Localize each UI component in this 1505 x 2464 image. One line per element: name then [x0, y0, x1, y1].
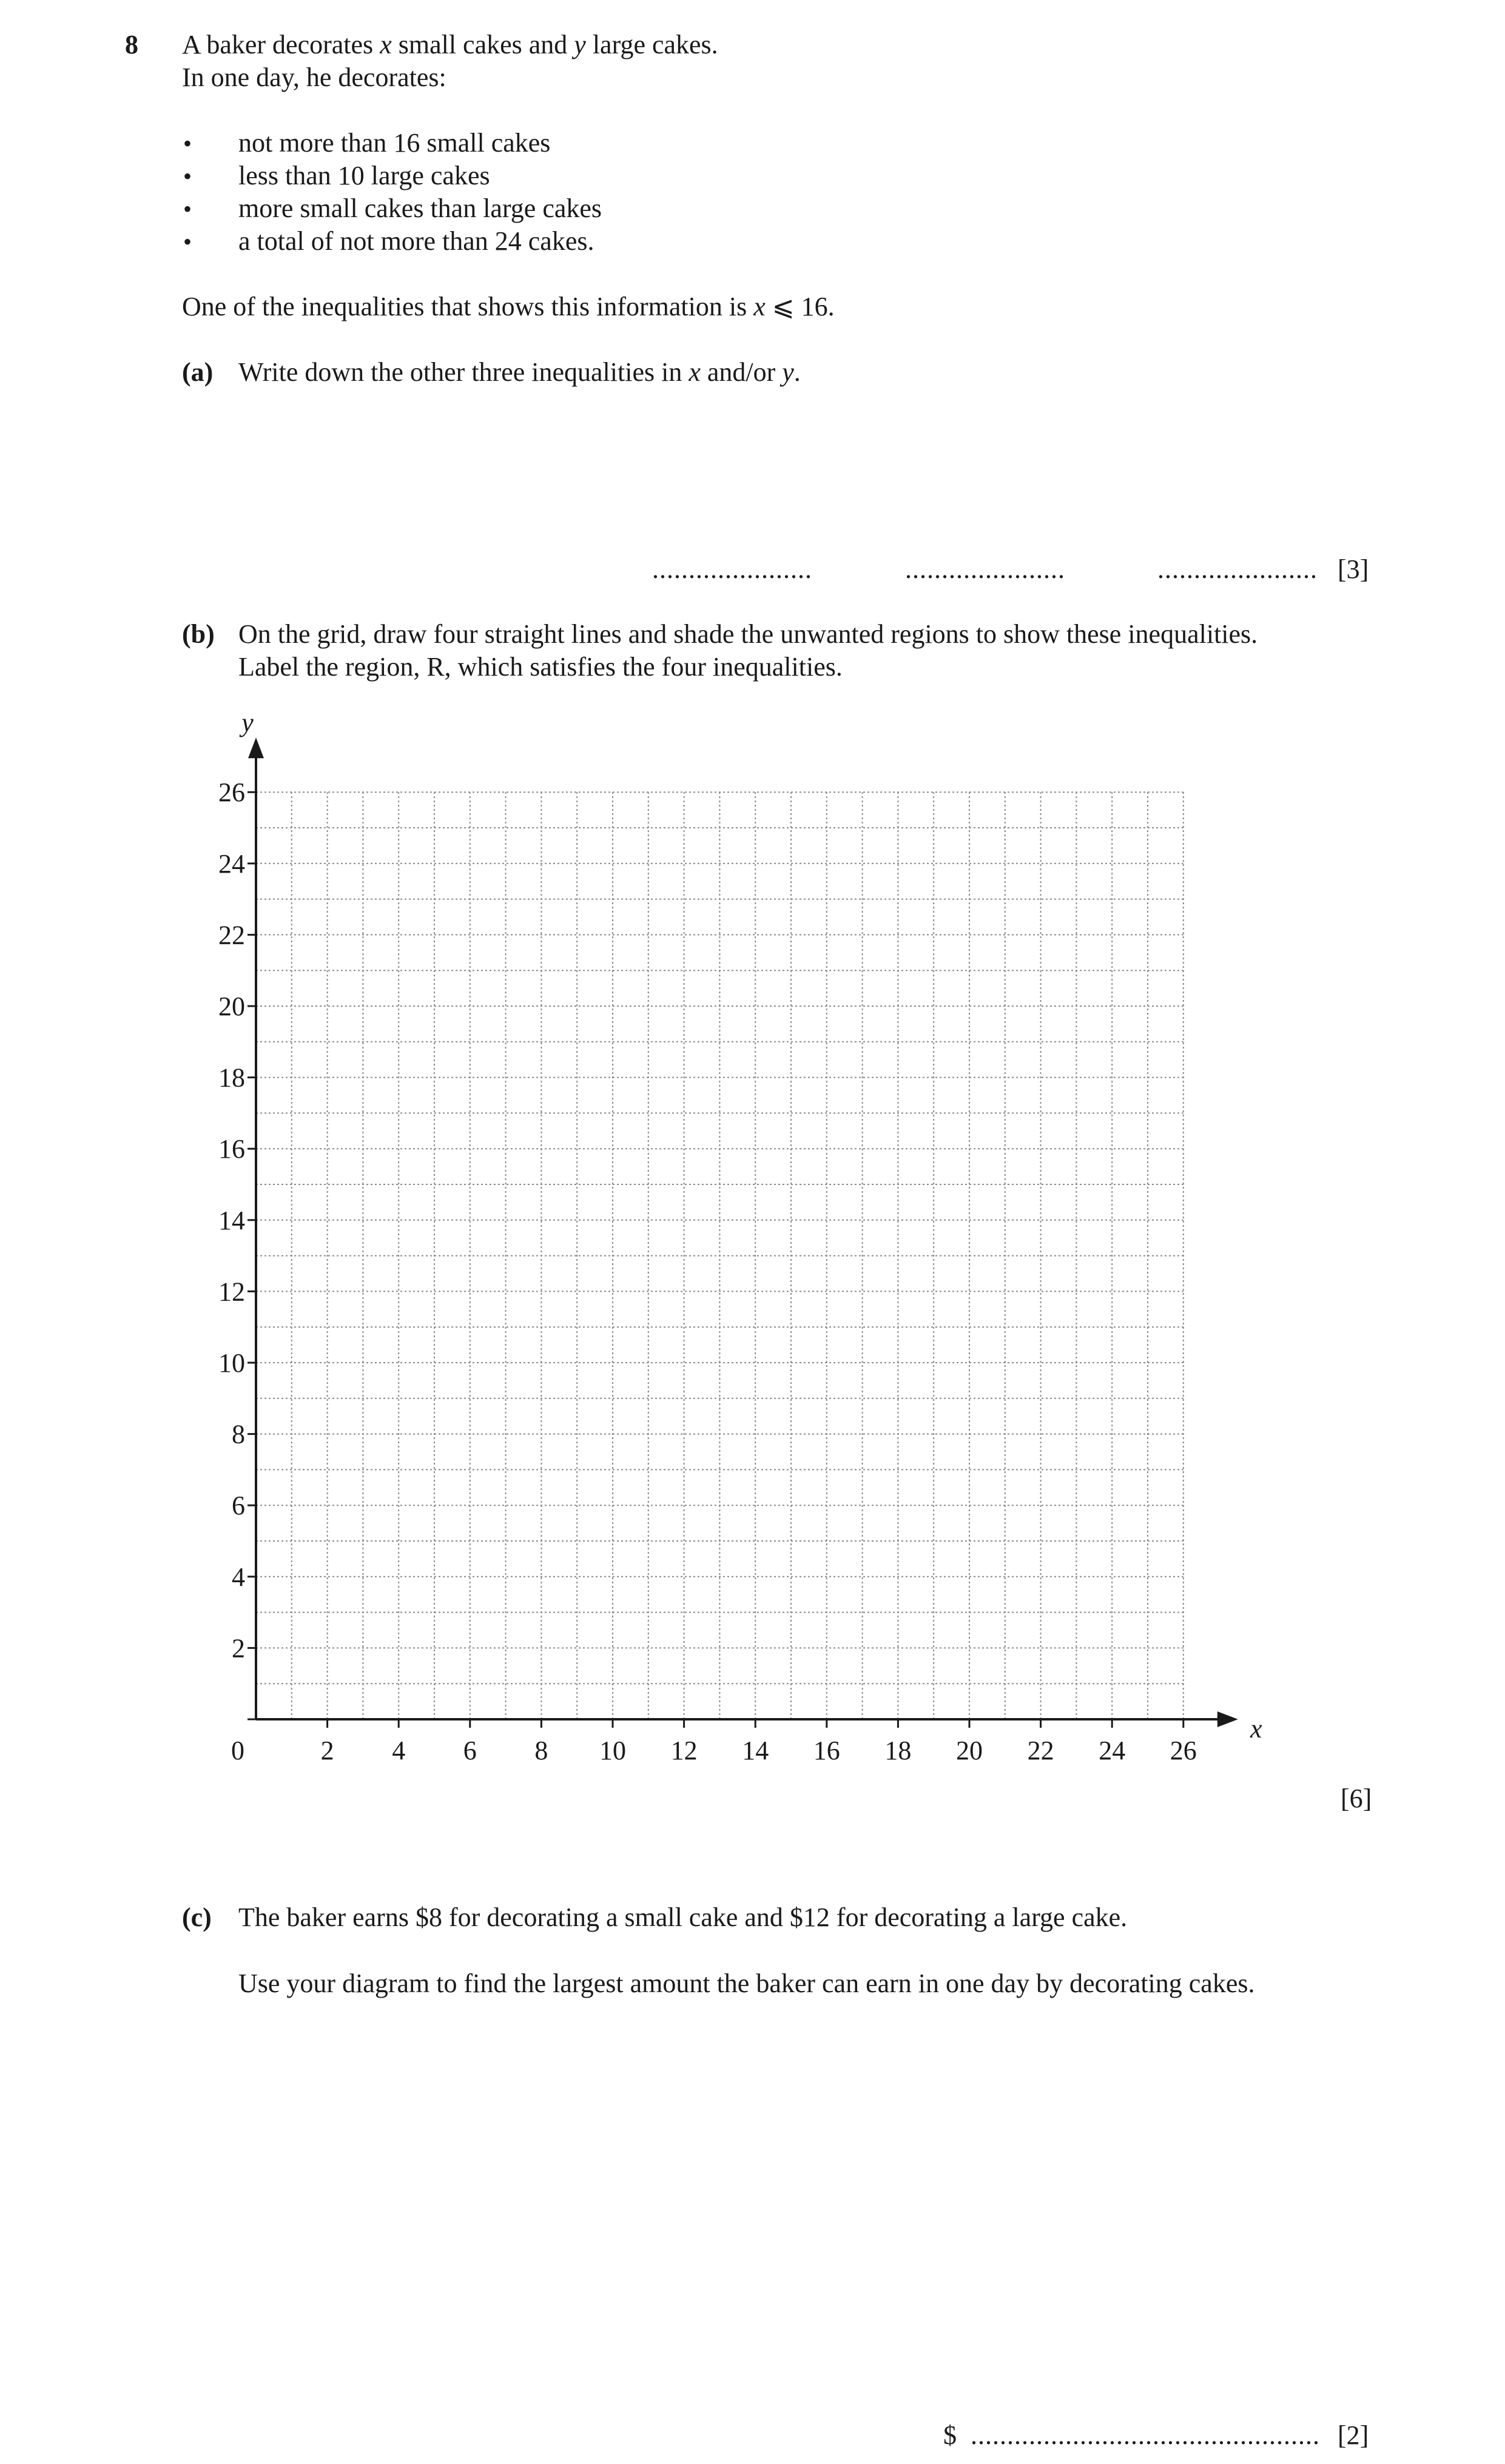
y-tick-label: 6: [232, 1491, 245, 1521]
y-tick-label: 20: [218, 992, 245, 1021]
x-tick-label: 22: [1027, 1736, 1054, 1765]
currency-symbol: $: [943, 2420, 957, 2450]
x-tick-label: 6: [463, 1736, 477, 1765]
y-tick-label: 16: [218, 1134, 245, 1164]
y-tick-label: 18: [218, 1062, 245, 1093]
x-tick-label: 14: [742, 1736, 769, 1765]
tick-labels: [218, 708, 1262, 1765]
part-b-marks: [6]: [1341, 1784, 1372, 1813]
x-tick-label: 18: [884, 1736, 912, 1765]
x-tick-label: 26: [1170, 1736, 1197, 1765]
condition-item: a total of not more than 24 cakes.: [238, 226, 594, 256]
part-a-text: Write down the other three inequalities in x and/or y.: [238, 357, 801, 387]
bullet-icon: •: [183, 163, 192, 190]
given-inequality: One of the inequalities that shows this information is x ⩽ 16.: [182, 292, 835, 321]
answer-line-c[interactable]: ................................................: [971, 2420, 1320, 2450]
x-tick-label: 12: [670, 1736, 698, 1765]
y-tick-label: 22: [218, 920, 245, 950]
x-tick-label: 8: [534, 1736, 548, 1765]
y-tick-label: 26: [218, 777, 245, 808]
y-axis-label: y: [241, 708, 254, 738]
bullet-icon: •: [183, 195, 192, 223]
y-tick-label: 24: [218, 848, 245, 879]
axes: [248, 737, 1238, 1727]
origin-label: 0: [231, 1736, 244, 1765]
x-tick-label: 10: [599, 1736, 626, 1765]
x-tick-label: 20: [956, 1736, 983, 1765]
part-a-marks: [3]: [1338, 554, 1369, 584]
y-tick-label: 14: [218, 1205, 245, 1235]
x-tick-label: 2: [320, 1736, 334, 1765]
part-c-line2: Use your diagram to find the largest amount the baker can earn in one day by decorating cakes.: [238, 1969, 1255, 1998]
condition-item: not more than 16 small cakes: [238, 128, 551, 158]
question-number: 8: [125, 30, 138, 59]
x-tick-label: 4: [392, 1736, 406, 1765]
part-c-marks: [2]: [1338, 2420, 1369, 2450]
x-axis-label: x: [1250, 1714, 1262, 1744]
part-b-line2: Label the region, R, which satisfies the four inequalities.: [238, 652, 843, 682]
x-tick-label: 16: [813, 1736, 840, 1765]
y-tick-label: 2: [232, 1633, 245, 1663]
condition-item: less than 10 large cakes: [238, 161, 490, 190]
y-tick-label: 12: [218, 1277, 245, 1307]
x-axis-arrow-icon: [1217, 1711, 1238, 1727]
part-a-label: (a): [182, 357, 214, 387]
bullet-icon: •: [183, 228, 192, 255]
answer-line-a3[interactable]: ......................: [1157, 554, 1318, 584]
bullet-icon: •: [183, 130, 192, 157]
part-b-line1: On the grid, draw four straight lines and shade the unwanted regions to show these inequalities.: [238, 619, 1258, 649]
part-c-line1: The baker earns $8 for decorating a small cake and $12 for decorating a large cake.: [238, 1902, 1128, 1932]
y-tick-label: 10: [218, 1348, 245, 1378]
question-intro-line2: In one day, he decorates:: [182, 62, 446, 92]
axis-ticks: [247, 792, 1183, 1728]
y-tick-label: 4: [232, 1562, 245, 1592]
grid-lines: [256, 792, 1183, 1719]
condition-item: more small cakes than large cakes: [238, 193, 602, 223]
question-intro-line1: A baker decorates x small cakes and y large cakes.: [182, 30, 718, 59]
part-b-label: (b): [182, 619, 215, 649]
part-c-label: (c): [182, 1902, 212, 1932]
x-tick-label: 24: [1099, 1736, 1126, 1765]
answer-line-a2[interactable]: ......................: [905, 554, 1065, 584]
answer-line-a1[interactable]: ......................: [652, 554, 812, 584]
y-axis-arrow-icon: [248, 737, 264, 758]
y-tick-label: 8: [232, 1419, 245, 1449]
